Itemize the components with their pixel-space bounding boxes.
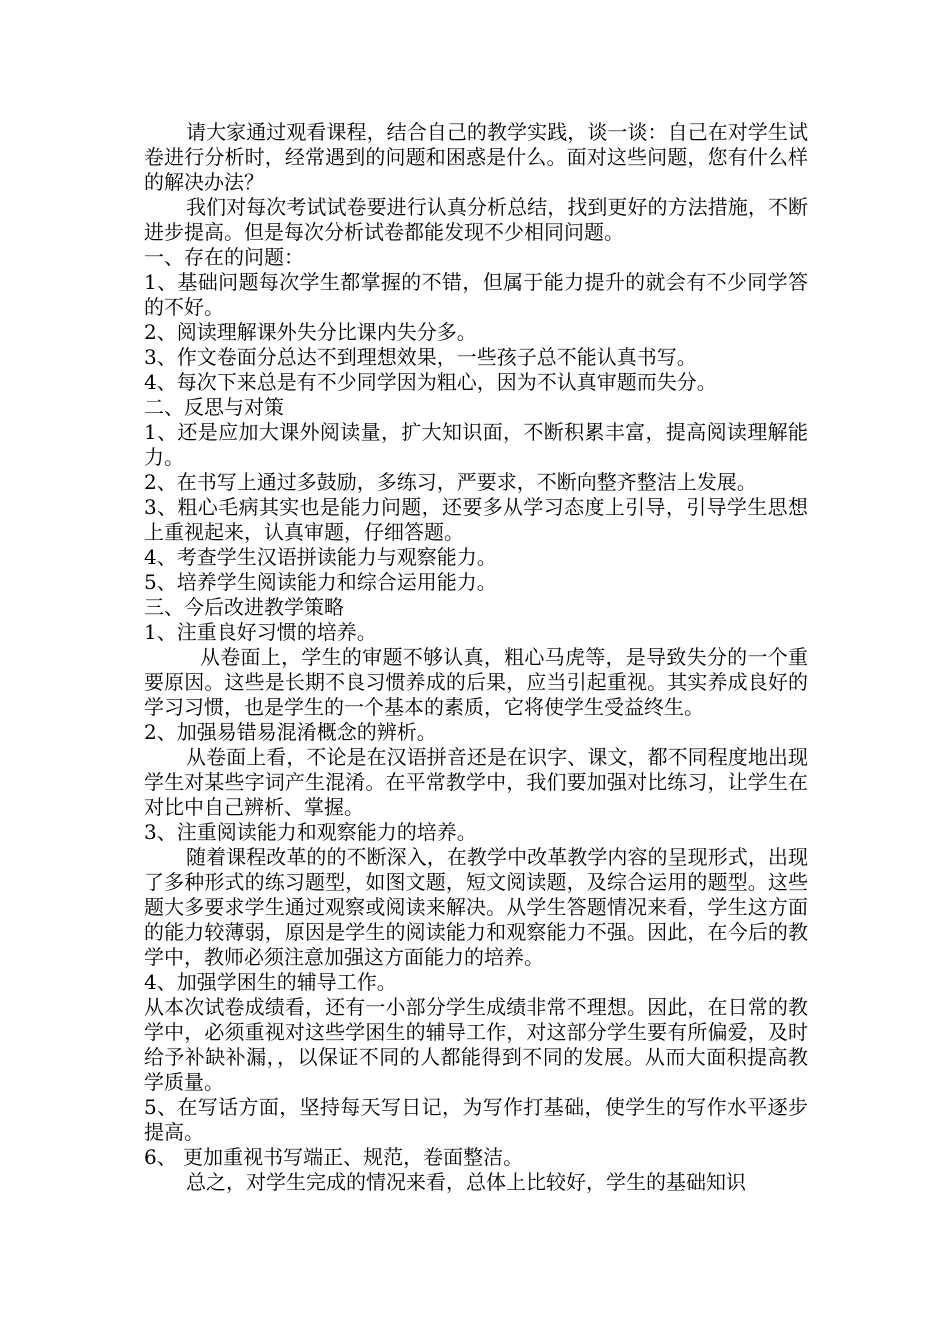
problem-item-4: 4、每次下来总是有不少同学因为粗心，因为不认真审题而失分。: [144, 370, 717, 394]
strategy-item-4: 4、加强学困生的辅导工作。: [144, 970, 397, 994]
document-body: [144, 120, 808, 1195]
reflection-item-2: 2、在书写上通过多鼓励，多练习，严要求，不断向整齐整洁上发展。: [144, 470, 757, 494]
strategy-item-5: 5、在写话方面，坚持每天写日记，为写作打基础，使学生的写作水平逐步提高。: [144, 1095, 808, 1144]
reflection-item-1: 1、还是应加大课外阅读量，扩大知识面，不断积累丰富，提高阅读理解能力。: [144, 420, 808, 469]
strategy-1-body: 从卷面上，学生的审题不够认真，粗心马虎等，是导致失分的一个重要原因。这些是长期不良习惯养成的后果，应当引起重视。其实养成良好的学习习惯，也是学生的一个基本的素质，它将使学生受益终生。: [144, 645, 808, 719]
strategy-item-2: 2、加强易错易混淆概念的辨析。: [144, 720, 437, 744]
section-heading-reflection: 二、反思与对策: [144, 395, 284, 419]
strategy-item-1: 1、注重良好习惯的培养。: [144, 620, 377, 644]
strategy-2-body: 从卷面上看，不论是在汉语拼音还是在识字、课文，都不同程度地出现学生对某些字词产生混淆。在平常教学中，我们要加强对比练习，让学生在对比中自己辨析、掌握。: [144, 745, 808, 819]
strategy-item-3: 3、注重阅读能力和观察能力的培养。: [144, 820, 477, 844]
section-heading-strategies: 三、今后改进教学策略: [144, 595, 344, 619]
problem-item-1: 1、基础问题每次学生都掌握的不错，但属于能力提升的就会有不少同学答的不好。: [144, 270, 808, 319]
problem-item-2: 2、阅读理解课外失分比课内失分多。: [144, 320, 477, 344]
intro-question-paragraph: 请大家通过观看课程，结合自己的教学实践，谈一谈：自己在对学生试卷进行分析时，经常遇到的问题和困惑是什么。面对这些问题，您有什么样的解决办法？: [144, 120, 808, 194]
strategy-4-body: 从本次试卷成绩看，还有一小部分学生成绩非常不理想。因此，在日常的教学中，必须重视对这些学困生的辅导工作，对这部分学生要有所偏爱，及时给予补缺补漏，，以保证不同的人都能得到不同的发展。从而大面积提高教学质量。: [144, 995, 808, 1094]
intro-summary-paragraph: 我们对每次考试试卷要进行认真分析总结，找到更好的方法措施，不断进步提高。但是每次分析试卷都能发现不少相同问题。: [144, 195, 808, 244]
reflection-item-4: 4、考查学生汉语拼读能力与观察能力。: [144, 545, 497, 569]
problem-item-3: 3、作文卷面分总达不到理想效果，一些孩子总不能认真书写。: [144, 345, 697, 369]
reflection-item-5: 5、培养学生阅读能力和综合运用能力。: [144, 570, 497, 594]
conclusion-paragraph: 总之，对学生完成的情况来看，总体上比较好，学生的基础知识: [186, 1170, 746, 1194]
section-heading-problems: 一、存在的问题：: [144, 245, 304, 269]
reflection-item-3: 3、粗心毛病其实也是能力问题，还要多从学习态度上引导，引导学生思想上重视起来，认真审题，仔细答题。: [144, 495, 808, 544]
strategy-item-6: 6、 更加重视书写端正、规范，卷面整洁。: [144, 1145, 524, 1169]
strategy-3-body: 随着课程改革的的不断深入，在教学中改革教学内容的呈现形式，出现了多种形式的练习题型，如图文题，短文阅读题，及综合运用的题型。这些题大多要求学生通过观察或阅读来解决。从学生答题情况来看，学生这方面的能力较薄弱，原因是学生的阅读能力和观察能力不强。因此，在今后的教学中，教师必须注意加强这方面能力的培养。: [144, 845, 808, 969]
